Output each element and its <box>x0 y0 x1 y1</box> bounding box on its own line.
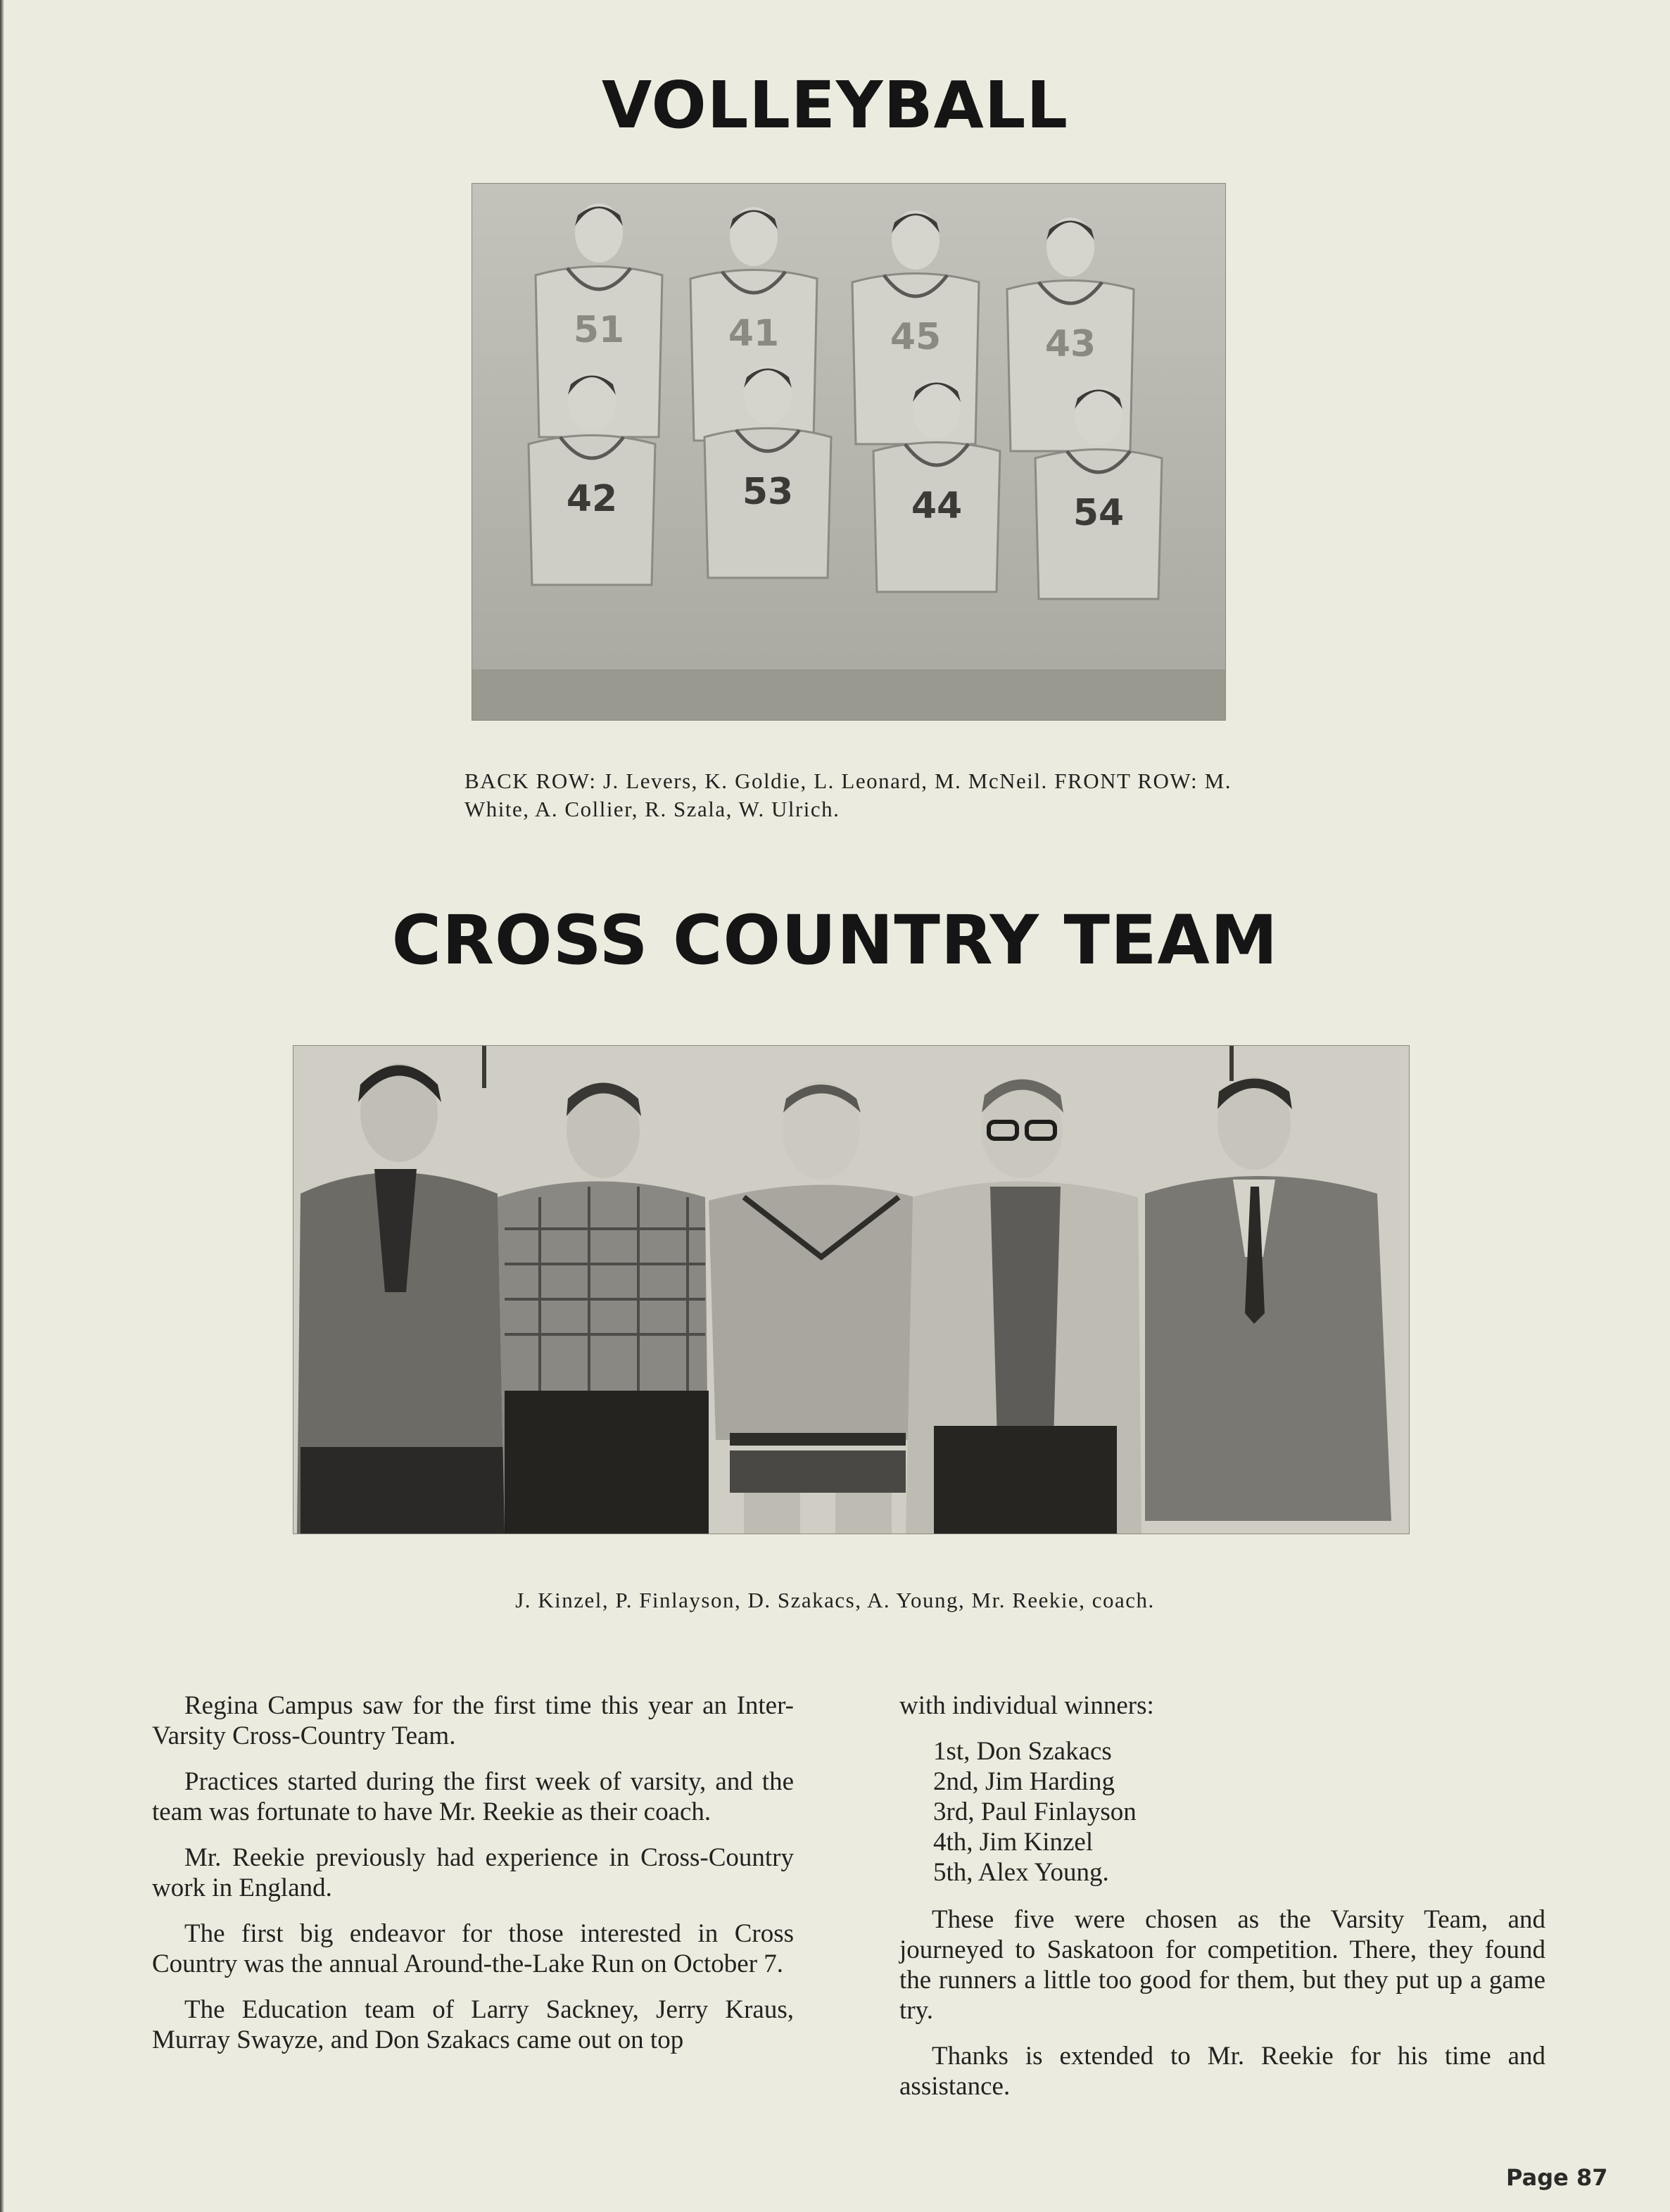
cross-country-team-photo <box>293 1045 1410 1534</box>
jersey-number: 53 <box>742 471 794 513</box>
jersey-number: 54 <box>1073 492 1125 534</box>
cross-country-caption: J. Kinzel, P. Finlayson, D. Szakacs, A. Young, Mr. Reekie, coach. <box>515 1588 1155 1612</box>
volleyball-caption: BACK ROW: J. Levers, K. Goldie, L. Leonard, M. McNeil. FRONT ROW: M. White, A. Collier, R. Szala, W. Ulrich. <box>464 769 1232 821</box>
winners-list <box>899 1736 1545 1888</box>
list-item: 3rd, Paul Finlayson <box>933 1797 1137 1826</box>
page-binding-edge <box>0 0 4 2212</box>
article-paragraph: The Education team of Larry Sackney, Jerry Kraus, Murray Swayze, and Don Szakacs came out on top <box>152 1995 794 2054</box>
article-paragraph: Practices started during the first week of varsity, and the team was fortunate to have Mr. Reekie as their coach. <box>152 1767 794 1826</box>
list-item: 1st, Don Szakacs <box>933 1737 1112 1766</box>
article-right-column <box>899 1690 1545 2117</box>
jersey-number: 51 <box>573 309 625 351</box>
article-paragraph: These five were chosen as the Varsity Team, and journeyed to Saskatoon for competition. There, they found the runners a little too good for them, but they put up a game try. <box>899 1905 1545 2025</box>
jersey-number: 44 <box>911 485 963 527</box>
volleyball-title: VOLLEYBALL <box>601 68 1069 143</box>
article-paragraph: Regina Campus saw for the first time this year an Inter-Varsity Cross-Country Team. <box>152 1691 794 1750</box>
list-item: 2nd, Jim Harding <box>933 1767 1115 1796</box>
article-paragraph: Thanks is extended to Mr. Reekie for his time and assistance. <box>899 2042 1545 2101</box>
article-paragraph: Mr. Reekie previously had experience in Cross-Country work in England. <box>152 1843 794 1902</box>
article-paragraph: with individual winners: <box>899 1691 1154 1720</box>
jersey-number: 45 <box>890 316 942 358</box>
jersey-number: 41 <box>728 312 780 355</box>
cross-country-title: CROSS COUNTRY TEAM <box>391 901 1279 980</box>
list-item: 4th, Jim Kinzel <box>933 1828 1094 1857</box>
page-number: Page 87 <box>1506 2164 1608 2191</box>
volleyball-team-photo <box>472 183 1226 721</box>
article-left-column <box>152 1690 794 2071</box>
jersey-number: 42 <box>566 478 618 520</box>
jersey-number: 43 <box>1044 323 1096 365</box>
article-paragraph: The first big endeavor for those interested in Cross Country was the annual Around-the-Lake Run on October 7. <box>152 1919 794 1978</box>
list-item: 5th, Alex Young. <box>933 1858 1109 1887</box>
